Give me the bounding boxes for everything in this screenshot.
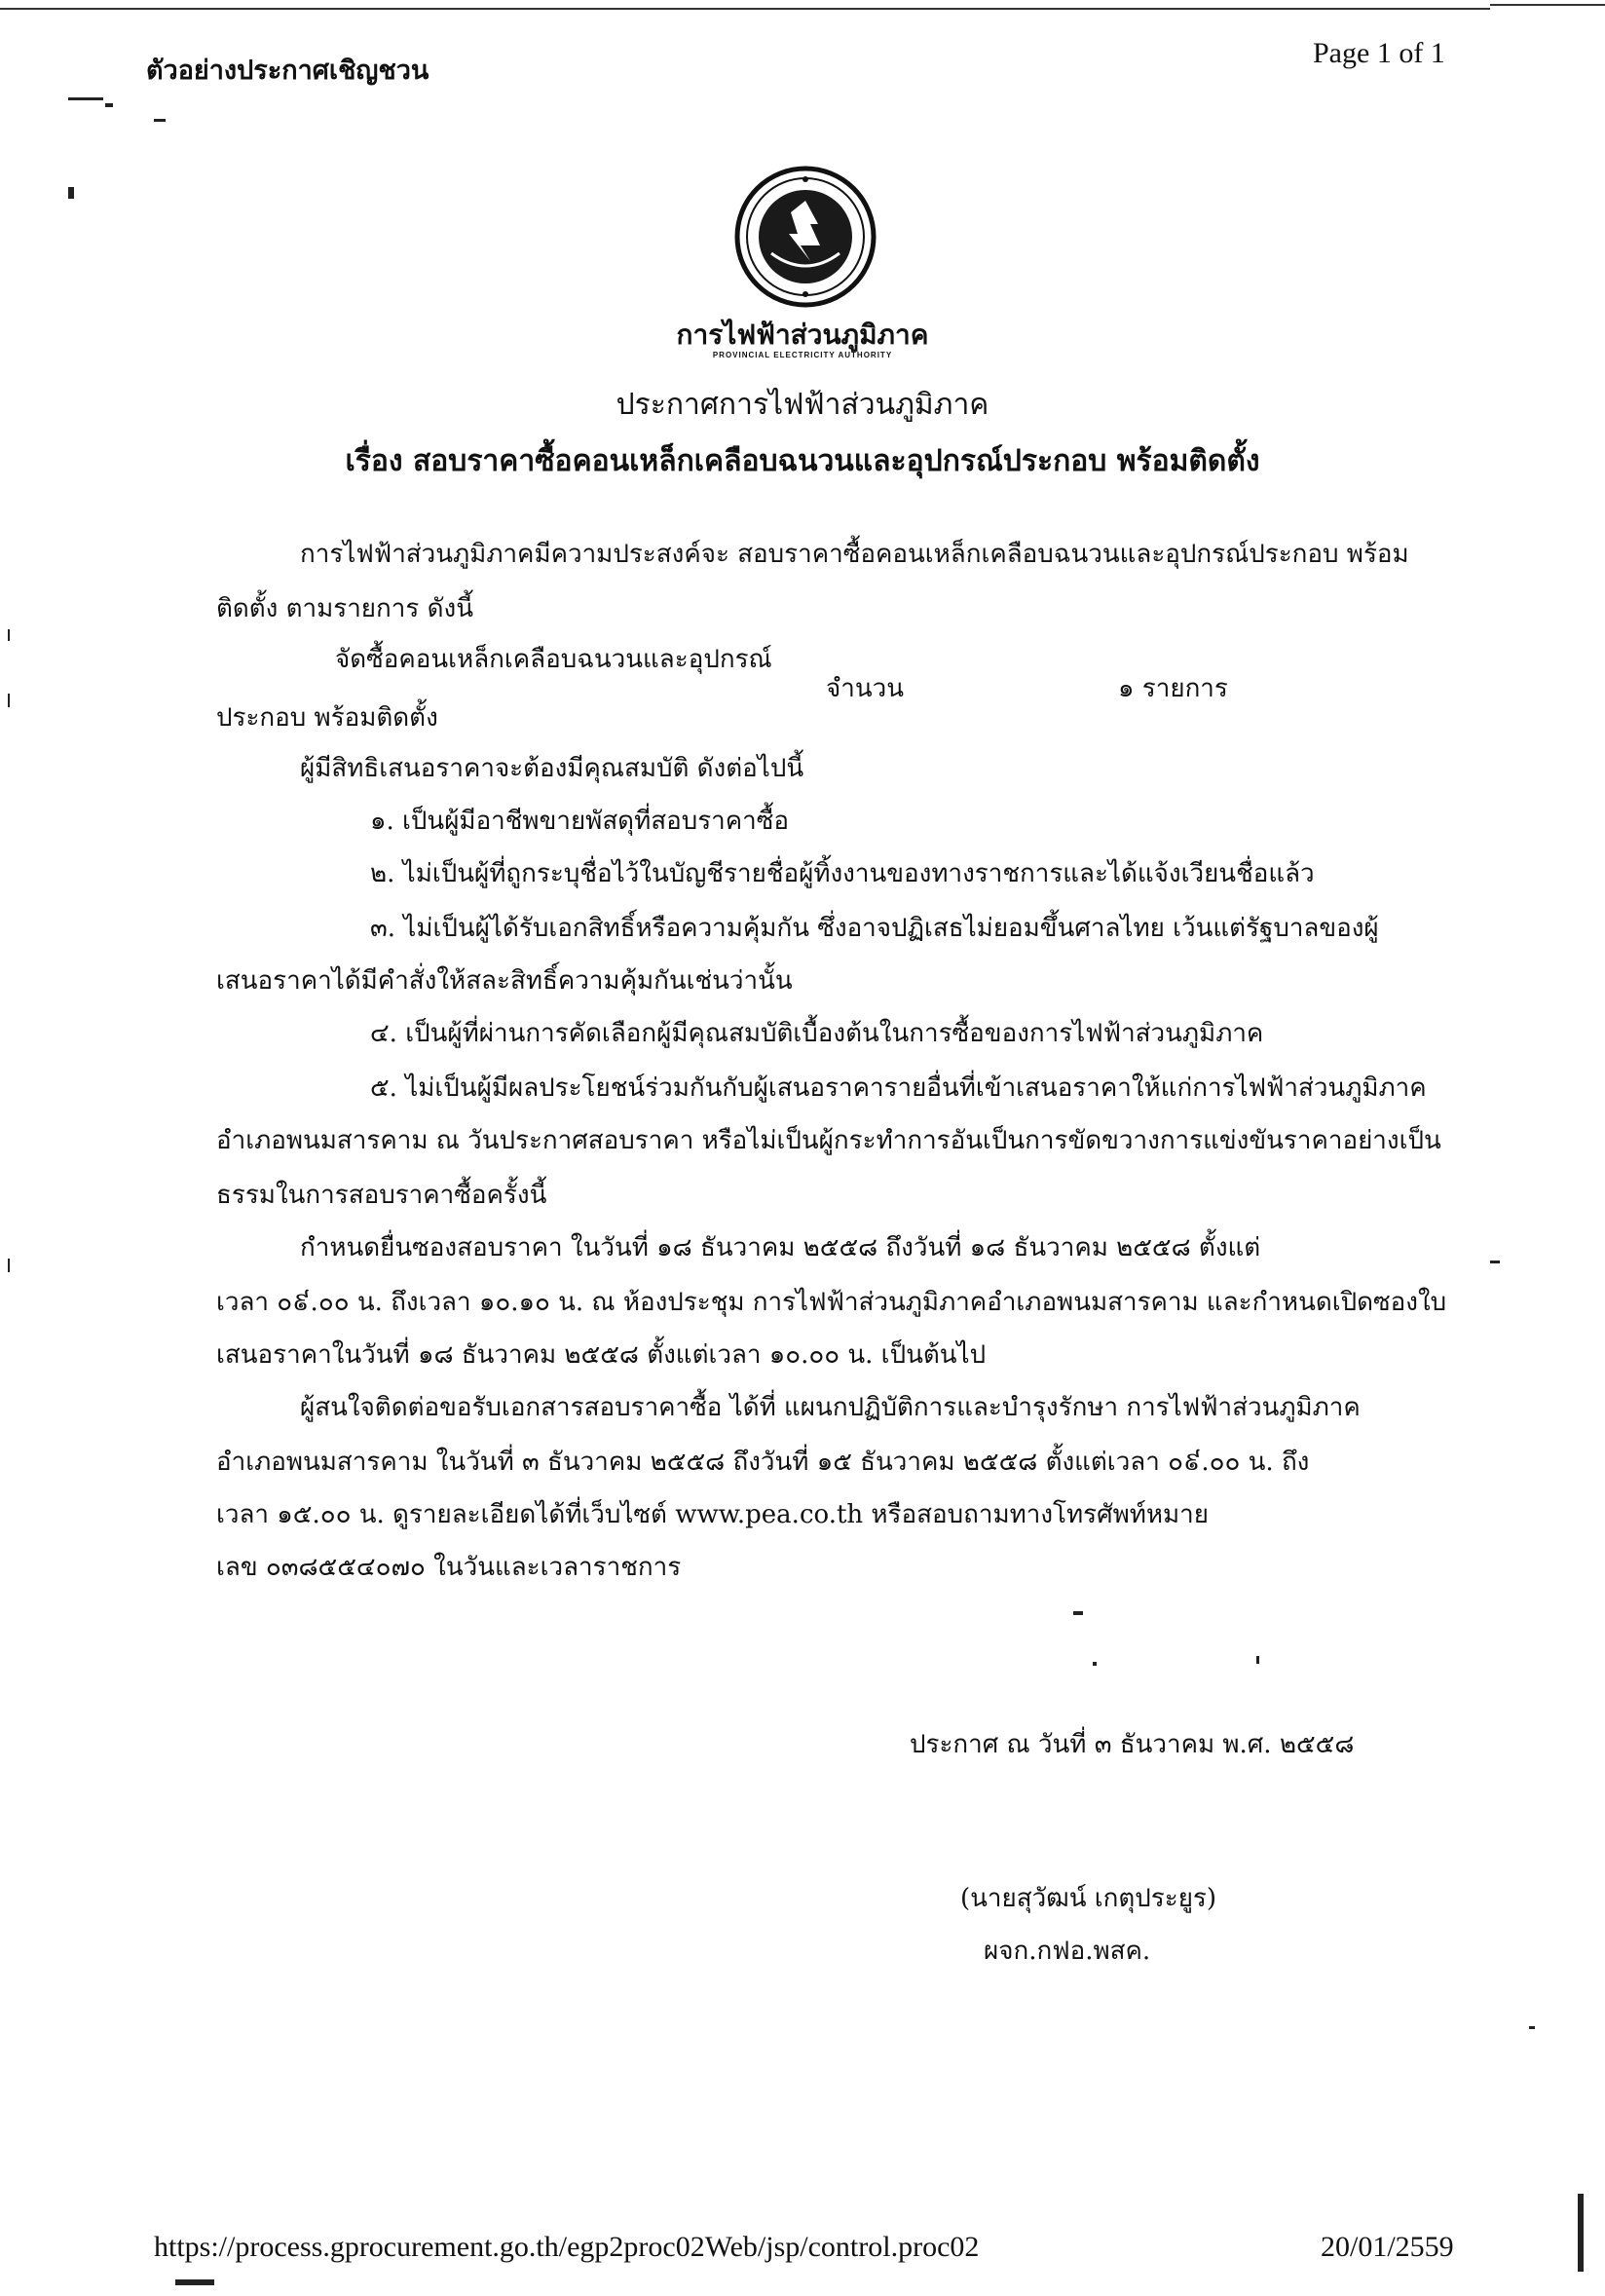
scan-speck xyxy=(1578,2194,1584,2272)
scan-speck xyxy=(8,1259,10,1272)
intro-line-1: การไฟฟ้าส่วนภูมิภาคมีความประสงค์จะ สอบราคาซื้อคอนเหล็กเคลือบฉนวนและอุปกรณ์ประกอบ พร้อม xyxy=(300,540,1409,569)
item-name-line-2: ประกอบ พร้อมติดตั้ง xyxy=(216,703,438,733)
qualification-2: ๒. ไม่เป็นผู้ที่ถูกระบุชื่อไว้ในบัญชีรายชื่อผู้ทิ้งงานของทางราชการและได้แจ้งเวียนชื่อแล้ว xyxy=(370,859,1315,888)
scan-speck xyxy=(8,694,10,707)
scan-speck xyxy=(1490,1261,1500,1263)
qualification-3-line-1: ๓. ไม่เป็นผู้ได้รับเอกสิทธิ์หรือความคุ้มกัน ซึ่งอาจปฏิเสธไม่ยอมขึ้นศาลไทย เว้นแต่รัฐบาลของผู้ xyxy=(370,914,1379,943)
org-name-english: PROVINCIAL ELECTRICITY AUTHORITY xyxy=(712,351,893,359)
announcement-heading: ประกาศการไฟฟ้าส่วนภูมิภาค xyxy=(616,388,989,422)
scan-speck xyxy=(105,103,113,107)
qualification-5-line-1: ๕. ไม่เป็นผู้มีผลประโยชน์ร่วมกันกับผู้เสนอราคารายอื่นที่เข้าเสนอราคาให้แก่การไฟฟ้าส่วนภูมิภาค xyxy=(370,1073,1427,1103)
scan-speck xyxy=(154,119,166,122)
signer-name: (นายสุวัฒน์ เกตุประยูร) xyxy=(960,1884,1217,1913)
scan-speck xyxy=(68,187,74,199)
pea-emblem-logo xyxy=(732,164,878,310)
documents-line-3: เวลา ๑๕.๐๐ น. ดูรายละเอียดได้ที่เว็บไซต์ www.pea.co.th หรือสอบถามทางโทรศัพท์หมาย xyxy=(216,1500,1210,1529)
announcement-date: ประกาศ ณ วันที่ ๓ ธันวาคม พ.ศ. ๒๕๕๘ xyxy=(910,1730,1355,1759)
qualification-intro: ผู้มีสิทธิเสนอราคาจะต้องมีคุณสมบัติ ดังต่อไปนี้ xyxy=(300,754,804,783)
qualification-5-line-2: อำเภอพนมสารคาม ณ วันประกาศสอบราคา หรือไม่เป็นผู้กระทำการอันเป็นการขัดขวางการแข่งขันราคาอย่างเป็น xyxy=(216,1126,1441,1155)
documents-line-2: อำเภอพนมสารคาม ในวันที่ ๓ ธันวาคม ๒๕๕๘ ถึงวันที่ ๑๕ ธันวาคม ๒๕๕๘ ตั้งแต่เวลา ๐៩.๐๐ น. ถึง xyxy=(216,1448,1310,1477)
submission-line-3: เสนอราคาในวันที่ ๑๘ ธันวาคม ๒๕๕๘ ตั้งแต่เวลา ๑๐.๐๐ น. เป็นต้นไป xyxy=(216,1340,987,1370)
scan-top-rule-right xyxy=(1490,4,1605,6)
qualification-3-line-2: เสนอราคาได้มีคำสั่งให้สละสิทธิ์ความคุ้มกันเช่นว่านั้น xyxy=(216,966,793,996)
scan-speck xyxy=(1073,1611,1083,1615)
document-label: ตัวอย่างประกาศเชิญชวน xyxy=(146,56,429,86)
org-name-thai: การไฟฟ้าส่วนภูมิภาค xyxy=(676,319,929,351)
qualification-5-line-3: ธรรมในการสอบราคาซื้อครั้งนี้ xyxy=(216,1181,547,1210)
scan-speck xyxy=(1093,1662,1097,1666)
source-url: https://process.gprocurement.go.th/egp2proc02Web/jsp/control.proc02 xyxy=(154,2231,980,2263)
scan-speck xyxy=(1256,1656,1259,1664)
item-quantity-label: จำนวน xyxy=(826,674,904,703)
print-date: 20/01/2559 xyxy=(1321,2231,1454,2263)
documents-line-1: ผู้สนใจติดต่อขอรับเอกสารสอบราคาซื้อ ได้ที่ แผนกปฏิบัติการและบำรุงรักษา การไฟฟ้าส่วนภูมิภาค xyxy=(300,1393,1361,1422)
item-name-line-1: จัดซื้อคอนเหล็กเคลือบฉนวนและอุปกรณ์ xyxy=(335,645,772,674)
submission-line-1: กำหนดยื่นซองสอบราคา ในวันที่ ๑๘ ธันวาคม ๒๕๕๘ ถึงวันที่ ๑๘ ธันวาคม ๒๕๕๘ ตั้งแต่ xyxy=(300,1233,1261,1262)
qualification-4: ๔. เป็นผู้ที่ผ่านการคัดเลือกผู้มีคุณสมบัติเบื้องต้นในการซื้อของการไฟฟ้าส่วนภูมิภาค xyxy=(370,1019,1264,1048)
qualification-1: ๑. เป็นผู้มีอาชีพขายพัสดุที่สอบราคาซื้อ xyxy=(370,807,790,836)
item-quantity-value: ๑ รายการ xyxy=(1118,674,1228,703)
scan-speck xyxy=(1529,2026,1535,2029)
submission-line-2: เวลา ๐៩.๐๐ น. ถึงเวลา ๑๐.๑๐ น. ณ ห้องประชุม การไฟฟ้าส่วนภูมิภาคอำเภอพนมสารคาม และกำหนดเปิดซองใบ xyxy=(216,1288,1447,1317)
signer-title: ผจก.กฟอ.พสค. xyxy=(984,1937,1151,1966)
scan-speck xyxy=(68,97,103,100)
scan-top-rule xyxy=(0,8,1490,10)
scan-speck xyxy=(175,2279,214,2285)
announcement-subject: เรื่อง สอบราคาซื้อคอนเหล็กเคลือบฉนวนและอุปกรณ์ประกอบ พร้อมติดตั้ง xyxy=(345,444,1260,478)
intro-line-2: ติดตั้ง ตามรายการ ดังนี้ xyxy=(216,594,473,623)
page-indicator: Page 1 of 1 xyxy=(1313,37,1445,69)
documents-line-4: เลข ๐๓๘๕๕๔๐๗๐ ในวันและเวลาราชการ xyxy=(216,1553,682,1582)
scan-speck xyxy=(8,629,10,641)
